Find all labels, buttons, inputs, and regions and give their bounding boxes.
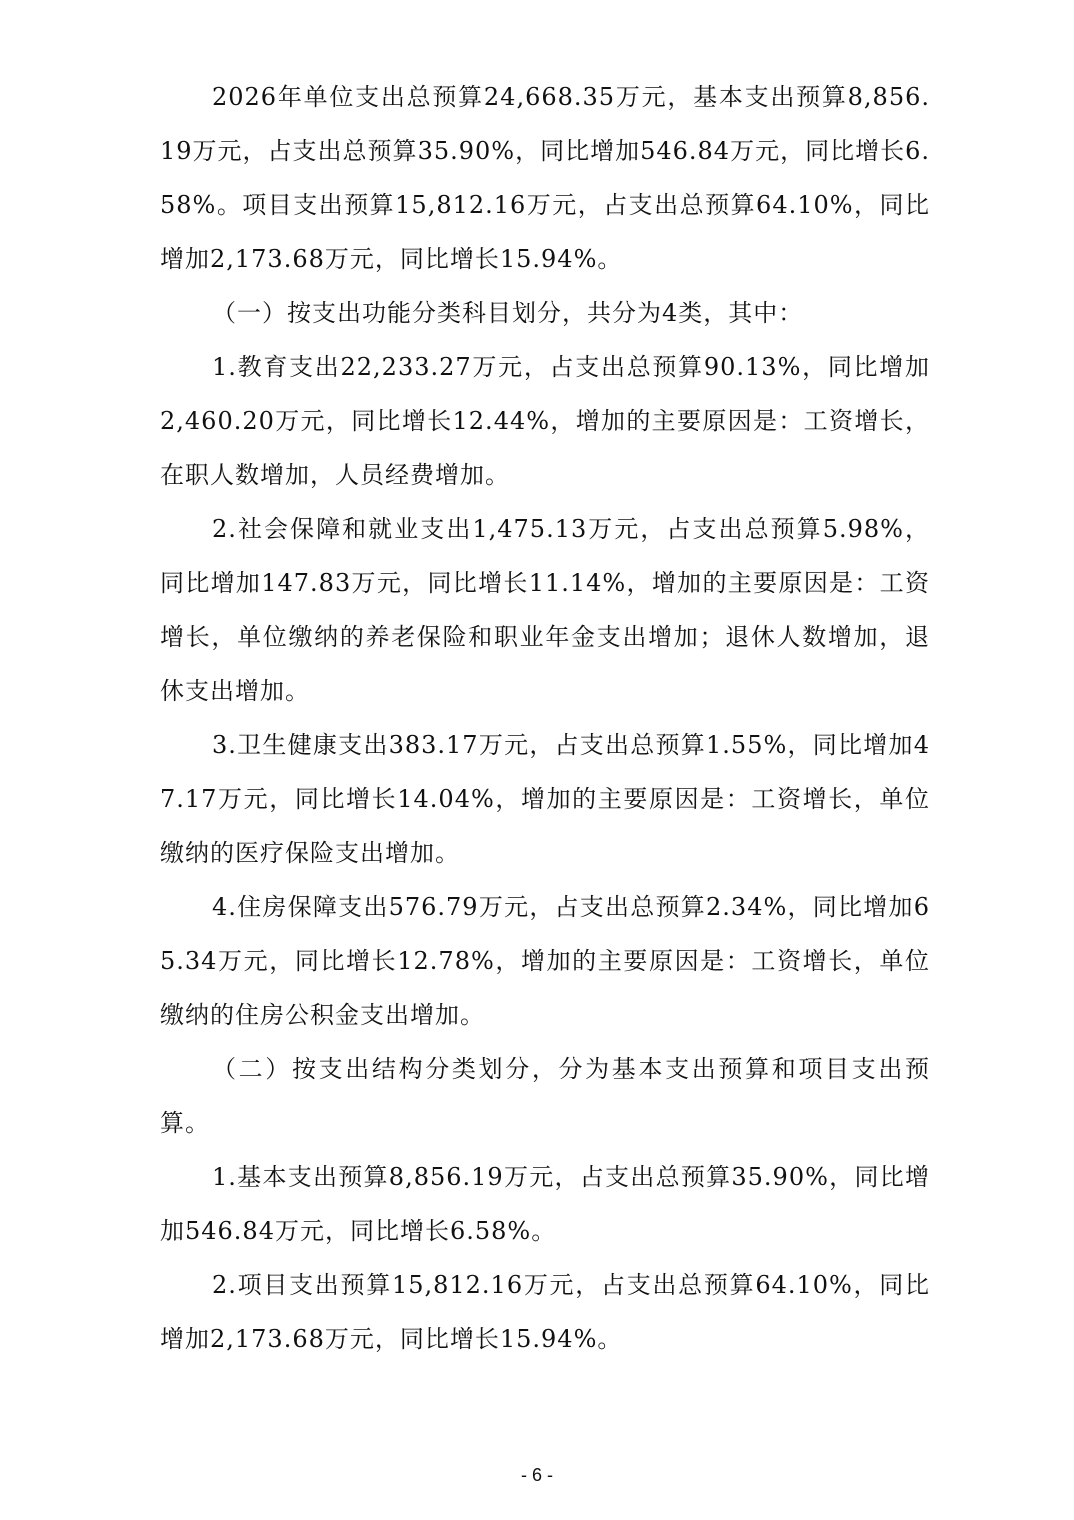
paragraph-health: 3.卫生健康支出383.17万元，占支出总预算1.55%，同比增加47.17万元，同比增长14.04%，增加的主要原因是：工资增长，单位缴纳的医疗保险支出增加。 [160,731,930,867]
paragraph-section-functional: （一）按支出功能分类科目划分，共分为4类，其中： [212,299,804,327]
paragraph-education: 1.教育支出22,233.27万元，占支出总预算90.13%，同比增加2,460.20万元，同比增长12.44%，增加的主要原因是：工资增长，在职人数增加，人员经费增加。 [160,353,930,489]
paragraph-social-security: 2.社会保障和就业支出1,475.13万元，占支出总预算5.98%，同比增加147.83万元，同比增长11.14%，增加的主要原因是：工资增长，单位缴纳的养老保险和职业年金支出增加；退休人数增加，退休支出增加。 [160,515,930,705]
page-number: - 6 - [520,1465,553,1485]
paragraph-section-structure: （二）按支出结构分类划分，分为基本支出预算和项目支出预算。 [160,1055,930,1137]
paragraph-project-expenditure: 2.项目支出预算15,812.16万元，占支出总预算64.10%，同比增加2,173.68万元，同比增长15.94%。 [160,1271,930,1353]
paragraph-summary: 2026年单位支出总预算24,668.35万元，基本支出预算8,856.19万元，占支出总预算35.90%，同比增加546.84万元，同比增长6.58%。项目支出预算15,812.16万元，占支出总预算64.10%，同比增加2,173.68万元，同比增长15.94%。 [160,83,930,273]
document-body [160,70,930,1366]
paragraph-housing: 4.住房保障支出576.79万元，占支出总预算2.34%，同比增加65.34万元，同比增长12.78%，增加的主要原因是：工资增长，单位缴纳的住房公积金支出增加。 [160,893,930,1029]
paragraph-basic-expenditure: 1.基本支出预算8,856.19万元，占支出总预算35.90%，同比增加546.84万元，同比增长6.58%。 [160,1163,930,1245]
